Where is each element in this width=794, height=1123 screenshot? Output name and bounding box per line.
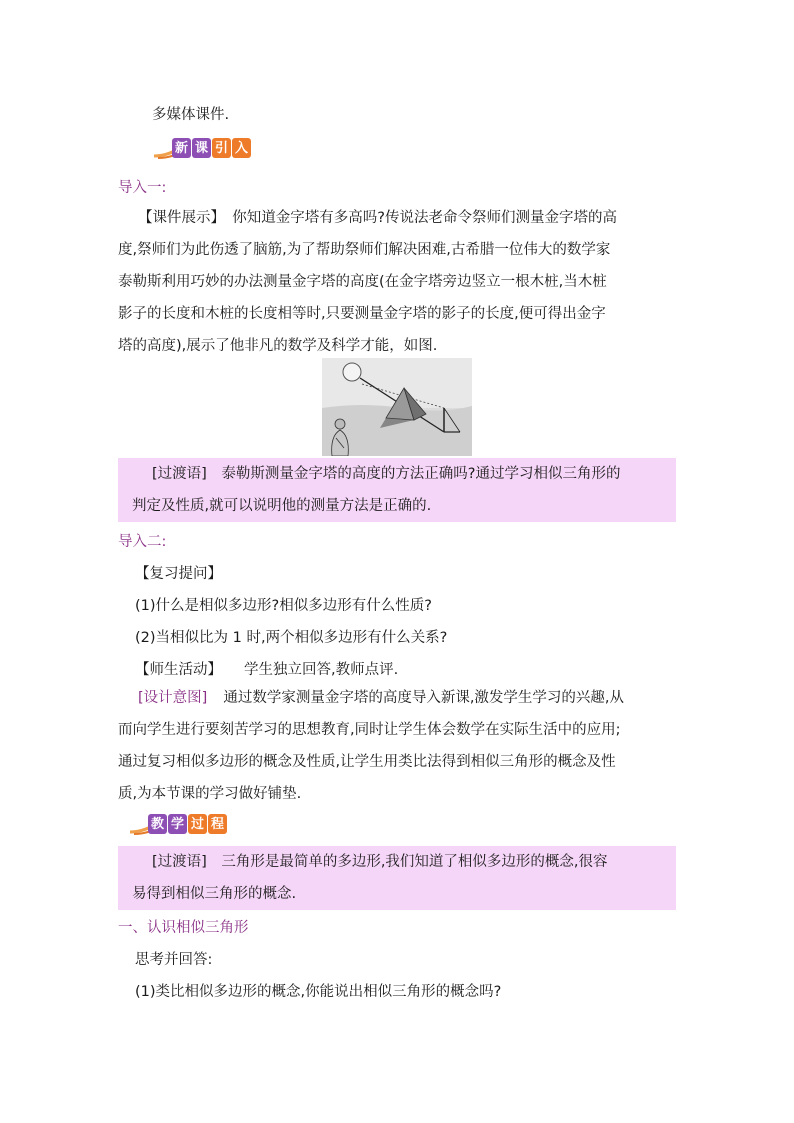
intro-text: 多媒体课件. bbox=[152, 107, 230, 123]
import1-heading: 导入一: bbox=[118, 180, 167, 196]
activity-text: 学生独立回答,教师点评. bbox=[244, 662, 399, 678]
sun-icon bbox=[343, 363, 361, 381]
design-paragraph bbox=[118, 682, 678, 810]
paragraph-line: 易得到相似三角形的概念. bbox=[132, 886, 297, 902]
paragraph-line: [过渡语] 三角形是最简单的多边形,我们知道了相似多边形的概念,很容 bbox=[152, 854, 608, 870]
paragraph-line: 塔的高度),展示了他非凡的数学及科学才能，如图. bbox=[118, 338, 438, 354]
paragraph-line: 判定及性质,就可以说明他的测量方法是正确的. bbox=[132, 498, 432, 514]
badge-char: 引 bbox=[212, 138, 231, 158]
section-badge-new-lesson bbox=[152, 136, 262, 162]
badge-char: 教 bbox=[148, 814, 167, 834]
design-label: [设计意图] bbox=[138, 690, 208, 706]
badge-char: 程 bbox=[208, 814, 227, 834]
review-label: 【复习提问】 bbox=[135, 566, 222, 582]
paragraph-line: 而向学生进行要刻苦学习的思想教育,同时让学生体会数学在实际生活中的应用; bbox=[118, 722, 621, 738]
activity-label: 【师生活动】 bbox=[135, 662, 222, 678]
badge-char: 过 bbox=[188, 814, 207, 834]
transition1-box bbox=[118, 458, 676, 522]
badge-char: 入 bbox=[232, 138, 251, 158]
section-badge-teaching-process bbox=[128, 812, 238, 838]
section1-heading: 一、认识相似三角形 bbox=[118, 920, 249, 936]
badge-char: 新 bbox=[172, 138, 191, 158]
paragraph-line: 泰勒斯利用巧妙的办法测量金字塔的高度(在金字塔旁边竖立一根木桩,当木桩 bbox=[118, 274, 607, 290]
think-prompt: 思考并回答: bbox=[135, 952, 213, 968]
paragraph-line: 通过复习相似多边形的概念及性质,让学生用类比法得到相似三角形的概念及性 bbox=[118, 754, 616, 770]
transition2-box bbox=[118, 846, 676, 910]
question-1: (1)什么是相似多边形?相似多边形有什么性质? bbox=[135, 598, 432, 614]
badge-char: 课 bbox=[192, 138, 211, 158]
paragraph-line: 度,祭师们为此伤透了脑筋,为了帮助祭师们解决困难,古希腊一位伟大的数学家 bbox=[118, 242, 611, 258]
pyramid-figure bbox=[322, 358, 472, 456]
paragraph-line: 【课件展示】 你知道金字塔有多高吗?传说法老命令祭师们测量金字塔的高 bbox=[138, 210, 617, 226]
badge-char: 学 bbox=[168, 814, 187, 834]
section1-question-1: (1)类比相似多边形的概念,你能说出相似三角形的概念吗? bbox=[135, 984, 502, 1000]
activity-row bbox=[135, 658, 398, 679]
paragraph-line: 通过数学家测量金字塔的高度导入新课,激发学生学习的兴趣,从 bbox=[223, 690, 625, 706]
question-2: (2)当相似比为 1 时,两个相似多边形有什么关系? bbox=[135, 630, 448, 646]
paragraph-line: 影子的长度和木桩的长度相等时,只要测量金字塔的影子的长度,便可得出金字 bbox=[118, 306, 606, 322]
paragraph-line: [过渡语] 泰勒斯测量金字塔的高度的方法正确吗?通过学习相似三角形的 bbox=[152, 466, 621, 482]
paragraph-line: 质,为本节课的学习做好铺垫. bbox=[118, 786, 302, 802]
import1-paragraph bbox=[118, 202, 678, 362]
import2-heading: 导入二: bbox=[118, 534, 167, 550]
